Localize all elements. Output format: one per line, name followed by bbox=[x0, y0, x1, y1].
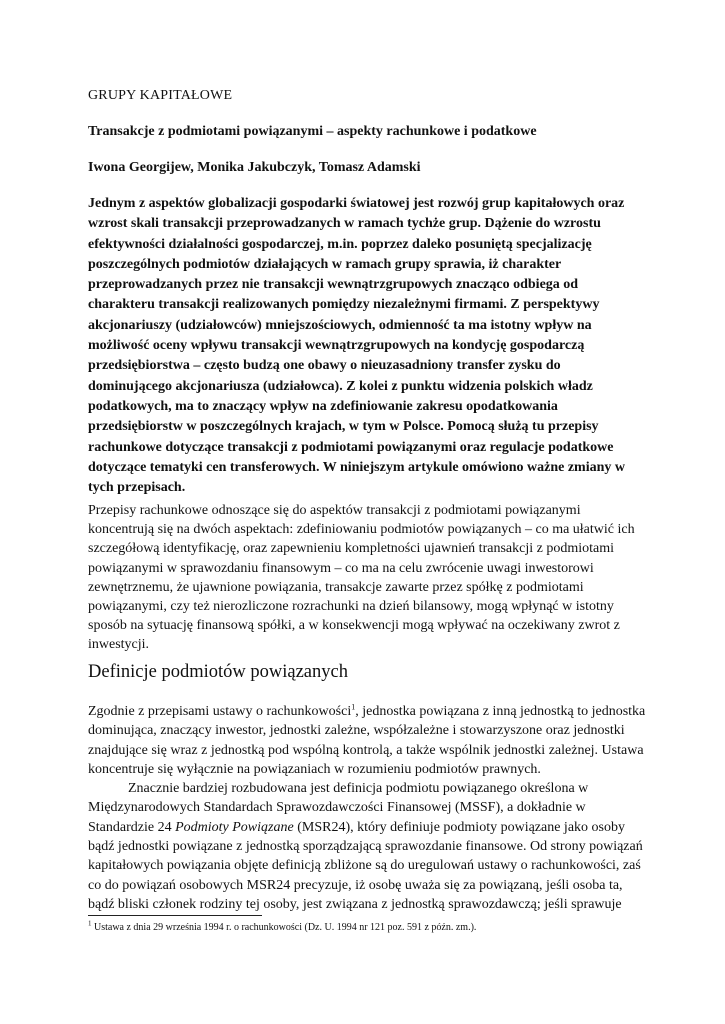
p2-italic-term: Podmioty Powiązane bbox=[175, 819, 294, 835]
footnote-divider bbox=[88, 915, 262, 916]
p2-text-after: (MSR24), który definiuje podmioty powiązane jako osoby bądź jednostki powiązane z jednostką sporządzającą sprawozdanie finansowe. Od strony powiązań kapitałowych powiązania objęte definicją zbliżone są do uregulowań ustawy o rachunkowości, zaś co do powiązań osobowych MSR24 precyzuje, iż osobę uważa się za powiązaną, jeśli osoba ta, bądź bliski członek rodziny tej osoby, jest związana z jednostką sprawozdawczą; jeśli sprawuje bbox=[88, 819, 643, 912]
footnote bbox=[88, 919, 477, 933]
p2-text-before: Znacznie bardziej rozbudowana jest definicja podmiotu powiązanego określona w Międzynarodowych Standardach Sprawozdawczości Finansowej (MSSF), a dokładnie w Standardzie 24 bbox=[88, 781, 589, 835]
footnote-number: 1 bbox=[88, 919, 92, 928]
section-heading: Definicje podmiotów powiązanych bbox=[88, 662, 348, 682]
p1-text-before: Zgodnie z przepisami ustawy o rachunkowości bbox=[88, 704, 352, 719]
article-authors: Iwona Georgijew, Monika Jakubczyk, Tomasz Adamski bbox=[88, 160, 421, 175]
body-paragraph-1 bbox=[88, 702, 646, 779]
footnote-text: Ustawa z dnia 29 września 1994 r. o rachunkowości (Dz. U. 1994 nr 121 poz. 591 z późn. zm.). bbox=[91, 922, 477, 933]
article-title: Transakcje z podmiotami powiązanymi – aspekty rachunkowe i podatkowe bbox=[88, 124, 537, 139]
abstract-paragraph: Jednym z aspektów globalizacji gospodarki światowej jest rozwój grup kapitałowych oraz wzrost skali transakcji przeprowadzanych w ramach tychże grup. Dążenie do wzrostu efektywności działalności gospodarczej, m.in. poprzez daleko posuniętą specjalizację poszczególnych podmiotów działających w ramach grupy sprawia, iż charakter przeprowadzanych przez nie transakcji wewnątrzgrupowych znacząco odbiega od charakteru transakcji realizowanych pomiędzy niezależnymi firmami. Z perspektywy akcjonariuszy (udziałowców) mniejszościowych, odmienność ta ma istotny wpływ na możliwość oceny wpływu transakcji wewnątrzgrupowych na kondycję gospodarczą przedsiębiorstwa – często budzą one obawy o nieuzasadniony transfer zysku do dominującego akcjonariusza (udziałowca). Z kolei z punktu widzenia polskich władz podatkowych, ma to znaczący wpływ na zdefiniowanie zakresu opodatkowania przedsiębiorstw w poszczególnych krajach, w tym w Polsce. Pomocą służą tu przepisy rachunkowe dotyczące transakcji z podmiotami powiązanymi oraz regulacje podatkowe dotyczące tematyki cen transferowych. W niniejszym artykule omówiono ważne zmiany w tych przepisach. bbox=[88, 196, 625, 496]
section-body bbox=[88, 702, 646, 914]
footnote-ref[interactable]: 1 bbox=[351, 702, 356, 712]
intro bbox=[88, 501, 648, 655]
intro-paragraph: Przepisy rachunkowe odnoszące się do aspektów transakcji z podmiotami powiązanymi koncentrują się na dwóch aspektach: zdefiniowaniu podmiotów powiązanych – co ma ułatwić ich szczegółową identyfikację, oraz zapewnieniu kompletności ujawnień transakcji z podmiotami powiązanymi w sprawozdaniu finansowym – co ma na celu zwrócenie uwagi inwestorowi zewnętrznemu, że ujawnione powiązania, transakcje zawarte przez spółkę z podmiotami powiązanymi, czy też nierozliczone rozrachunki na dzień bilansowy, mogą wpłynąć w istotny sposób na sytuację finansową spółki, a w konsekwencji mogą wpływać na oczekiwany zwrot z inwestycji. bbox=[88, 503, 635, 653]
p1-text-after: , jednostka powiązana z inną jednostką to jednostka dominująca, znaczący inwestor, jednostki zależne, współzależne i stowarzyszone oraz jednostki znajdujące się wraz z jednostką pod wspólną kontrolą, a także wspólnik jednostki zależnej. Ustawa koncentruje się wyłącznie na powiązaniach w rozumieniu podmiotów prawnych. bbox=[88, 704, 646, 777]
section-label: GRUPY KAPITAŁOWE bbox=[88, 88, 233, 103]
body-paragraph-2 bbox=[88, 779, 646, 914]
abstract bbox=[88, 194, 644, 498]
